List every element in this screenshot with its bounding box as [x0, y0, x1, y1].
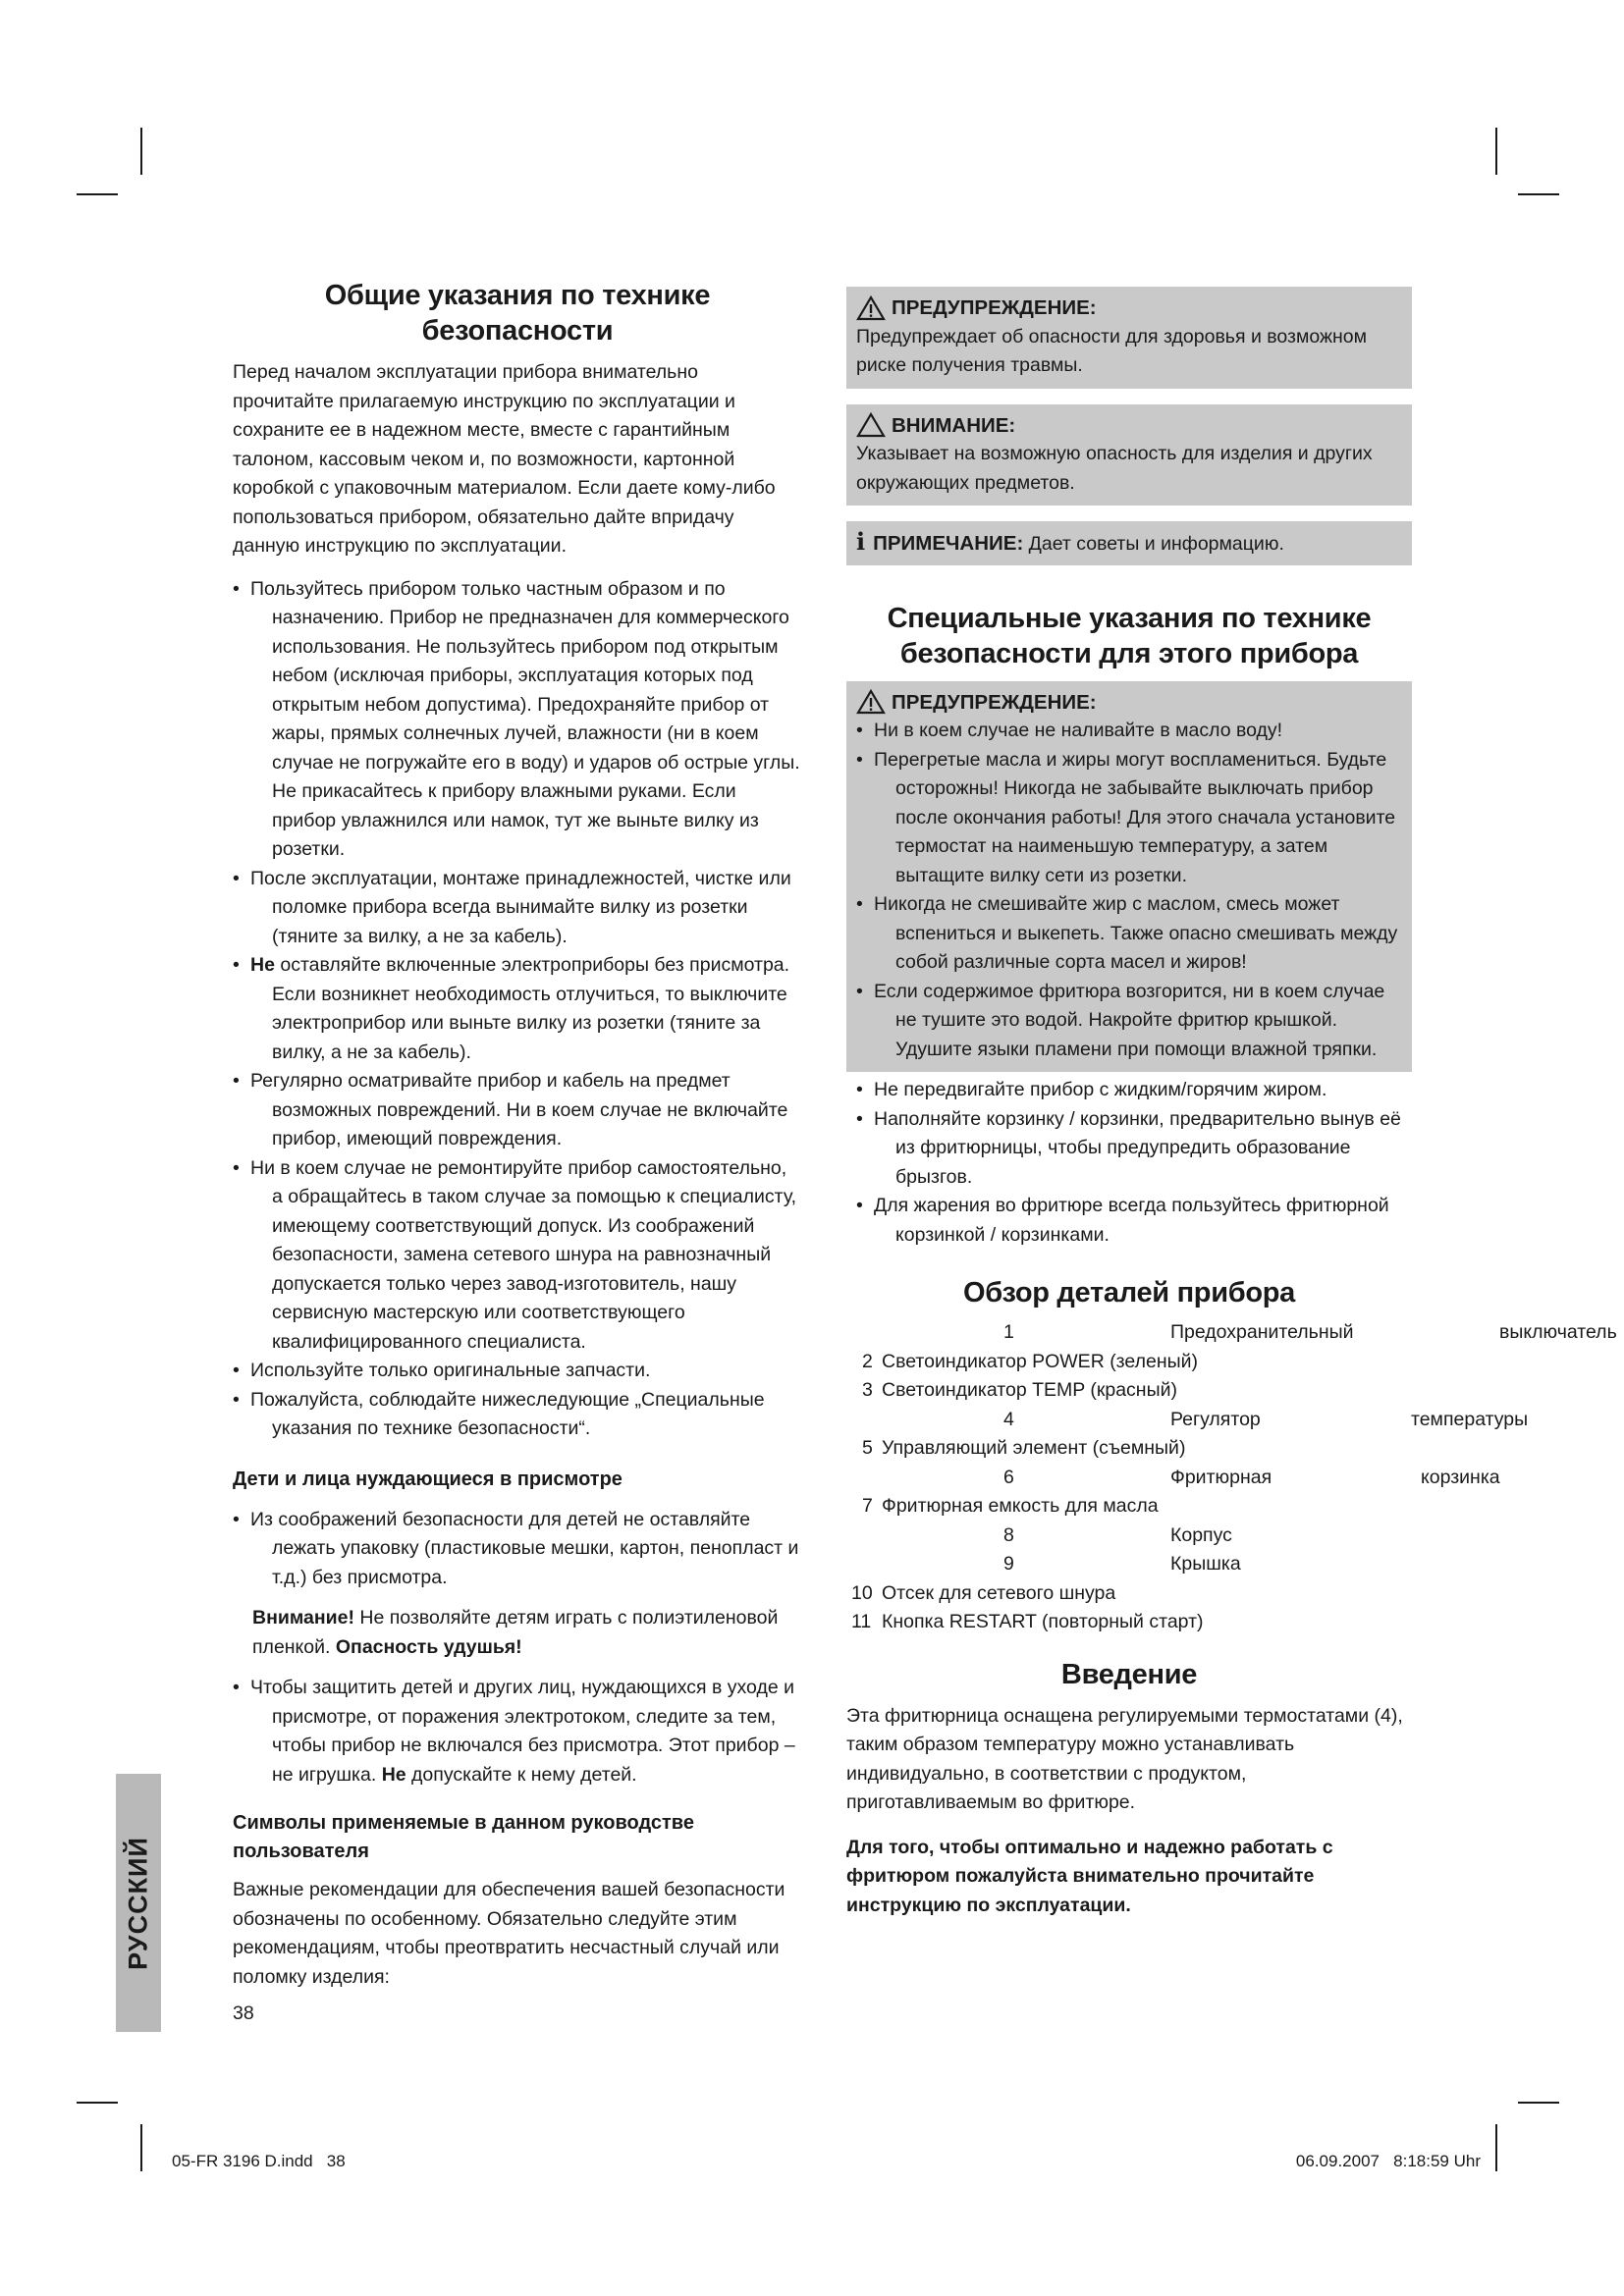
crop-mark: [140, 128, 142, 175]
children-heading: Дети и лица нуждающиеся в присмотре: [233, 1468, 623, 1490]
list-item: • Ни в коем случае не наливайте в масло воду!: [856, 717, 1402, 746]
special-title: [846, 601, 1412, 671]
list-item: • Не передвигайте прибор с жидким/горячим жиром.: [856, 1076, 1412, 1105]
part-name: Корпус: [1170, 1523, 1232, 1546]
caution-box: [846, 404, 1412, 507]
parts-item: [846, 1376, 1412, 1406]
note-box: [846, 521, 1412, 565]
parts-item: [846, 1492, 1412, 1522]
language-tab: [116, 1774, 161, 2032]
part-name: Кнопка RESTART (повторный старт): [882, 1611, 1204, 1632]
part-name: Светоиндикатор POWER (зеленый): [882, 1350, 1198, 1372]
warning-triangle-icon: [856, 295, 886, 321]
part-number: 4: [1003, 1408, 1014, 1430]
left-column: [233, 278, 802, 2029]
list-item: • Из соображений безопасности для детей не оставляйте лежать упаковку (пластиковые мешки, картон, пенопласт и т.д.) без присмотра.: [233, 1506, 802, 1593]
part-number: 2: [862, 1350, 873, 1372]
attention-note: [233, 1604, 802, 1662]
warning-box: [846, 287, 1412, 389]
part-number: 7: [862, 1495, 873, 1517]
part-number: 5: [862, 1437, 873, 1459]
special-warning-list: [856, 717, 1402, 1064]
special-warning-title-row: [856, 688, 1402, 718]
part-name: Регулятор: [1170, 1408, 1261, 1430]
special-warning-box: [846, 681, 1412, 1073]
part-name: Фритюрная емкость для масла: [882, 1495, 1159, 1517]
language-tab-label: РУССКИЙ: [123, 1836, 153, 1970]
crop-mark: [77, 2102, 118, 2104]
crop-mark: [1495, 2124, 1497, 2171]
intro-bold: Для того, чтобы оптимально и надежно работать с фритюром пожалуйста внимательно прочитайте инструкцию по эксплуатации.: [846, 1836, 1333, 1916]
part-number: 6: [1003, 1466, 1014, 1488]
note-text: Дает советы и информацию.: [1023, 533, 1284, 555]
safety-list: [233, 575, 802, 1444]
special-title-line2: безопасности для этого прибора: [899, 637, 1359, 669]
note-title: ПРИМЕЧАНИЕ:: [873, 532, 1024, 555]
crop-mark: [140, 2124, 142, 2171]
page-number: 38: [233, 2002, 254, 2024]
list-item: • Регулярно осматривайте прибор и кабель на предмет возможных повреждений. Ни в коем случае не включайте прибор, имеющий повреждения.: [233, 1067, 802, 1154]
overview-title: Обзор деталей прибора: [962, 1277, 1296, 1308]
part-name-end: температуры: [1411, 1408, 1529, 1430]
crop-mark: [1518, 193, 1559, 195]
symbols-heading: Символы применяемые в данном руководстве пользователя: [233, 1812, 694, 1862]
list-item: • Для жарения во фритюре всегда пользуйтесь фритюрной корзинкой / корзинками.: [856, 1192, 1412, 1250]
attention-bold: Опасность удушья!: [335, 1635, 522, 1658]
crop-mark: [77, 193, 118, 195]
warning-text: Предупреждает об опасности для здоровья и возможном риске получения травмы.: [856, 325, 1368, 376]
list-item: • Используйте только оригинальные запчасти.: [233, 1357, 802, 1386]
list-item-text: Чтобы защитить детей и других лиц, нуждающихся в уходе и присмотре, от поражения электротоком, следите за тем, чтобы прибор не включался без присмотра. Этот прибор – не игрушка.: [250, 1677, 795, 1786]
part-number: 3: [862, 1379, 873, 1401]
part-number: 1: [1003, 1321, 1014, 1343]
list-item: • Ни в коем случае не ремонтируйте прибор самостоятельно, а обращайтесь в таком случае за помощью к специалисту, имеющему соответствующий допуск. Из соображений безопасности, замена сетевого шнура на равнозначный допускается только через завод-изготовитель, нашу сервисную мастерскую или соответствующего квалифицированного специалиста.: [233, 1154, 802, 1358]
crop-mark: [1518, 2102, 1559, 2104]
part-name: Фритюрная: [1170, 1466, 1272, 1488]
special-title-line1: Специальные указания по технике: [887, 602, 1372, 634]
caution-title: ВНИМАНИЕ:: [892, 413, 1016, 437]
footer-date: 06.09.2007 8:18:59 Uhr: [1295, 2152, 1481, 2170]
warning-title-row: [856, 294, 1402, 323]
crop-mark: [1495, 128, 1497, 175]
list-item: • Пользуйтесь прибором только частным образом и по назначению. Прибор не предназначен для коммерческого использования. Не пользуйтесь прибором под открытым небом (исключая приборы, эксплуатация которых под открытым небом допустима). Предохраняйте прибор от жары, прямых солнечных лучей, влажности (ни в коем случае не погружайте его в воду) и ударов об острые углы. Не прикасайтесь к прибору влажными руками. Если прибор увлажнился или намок, тут же выньте вилку из розетки.: [233, 575, 802, 865]
safety-intro: Перед началом эксплуатации прибора внимательно прочитайте прилагаемую инструкцию по эксплуатации и сохраните ее в надежном месте, вместе с гарантийным талоном, кассовым чеком и, по возможности, картонной коробкой с упаковочным материалом. Если даете кому-либо попользоваться прибором, обязательно дайте впридачу данную инструкцию по эксплуатации.: [233, 361, 776, 557]
parts-item: [846, 1550, 1412, 1579]
part-name: Крышка: [1170, 1553, 1241, 1575]
safety-title: Общие указания по технике безопасности: [324, 280, 711, 347]
part-name: Светоиндикатор TEMP (красный): [882, 1379, 1177, 1401]
right-column: [846, 287, 1617, 1920]
part-number: 8: [1003, 1523, 1014, 1546]
list-item: • Наполняйте корзинку / корзинки, предварительно вынув её из фритюрницы, чтобы предупредить образование брызгов.: [856, 1105, 1412, 1193]
parts-item: [846, 1579, 1412, 1609]
footer-file: 05-FR 3196 D.indd 38: [172, 2152, 346, 2170]
list-item: • Никогда не смешивайте жир с маслом, смесь может вспениться и выкепеть. Также опасно смешивать между собой различные сорта масел и жиров!: [856, 890, 1402, 978]
special-warning-title: ПРЕДУПРЕЖДЕНИЕ:: [892, 690, 1097, 714]
list-item: • Пожалуйста, соблюдайте нижеследующие „Специальные указания по технике безопасности“.: [233, 1386, 802, 1444]
parts-item: [846, 1348, 1412, 1377]
part-number: 11: [851, 1611, 872, 1632]
list-item: • Перегретые масла и жиры могут воспламениться. Будьте осторожны! Никогда не забывайте выключать прибор после окончания работы! Для этого сначала установите термостат на наименьшую температуру, а затем вытащите вилку сети из розетки.: [856, 746, 1402, 891]
bold-text: Не: [250, 954, 275, 976]
parts-list: [846, 1318, 1617, 1637]
part-name: Отсек для сетевого шнура: [882, 1581, 1116, 1604]
intro-text: Эта фритюрница оснащена регулируемыми термостатами (4), таким образом температуру можно устанавливать индивидуально, в соответствии с продуктом, приготавливаемым во фритюре.: [846, 1704, 1403, 1813]
part-name-end: выключатель: [1499, 1321, 1617, 1343]
list-item: [233, 1674, 802, 1789]
info-icon: i: [856, 527, 866, 556]
attention-text: Не позволяйте детям играть с полиэтиленовой пленкой.: [252, 1607, 779, 1658]
list-item: • Если содержимое фритюра возгорится, ни в коем случае не тушите это водой. Накройте фритюр крышкой. Удушите языки пламени при помощи влажной тряпки.: [856, 978, 1402, 1065]
caution-text: Указывает на возможную опасность для изделия и других окружающих предметов.: [856, 443, 1373, 494]
symbols-text: Важные рекомендации для обеспечения вашей безопасности обозначены по особенному. Обязательно следуйте этим рекомендациям, чтобы преотвратить несчастный случай или поломку изделия:: [233, 1879, 785, 1988]
parts-item: [846, 1434, 1412, 1464]
list-item-text: оставляйте включенные электроприборы без присмотра. Если возникнет необходимость отлучиться, то выключите электроприбор или выньте вилку из розетки (тяните за вилку, а не за кабель).: [272, 954, 790, 1063]
warning-triangle-icon: [856, 689, 886, 715]
parts-item: [846, 1318, 1617, 1348]
special-list: [846, 1076, 1412, 1250]
warning-title: ПРЕДУПРЕЖДЕНИЕ:: [892, 296, 1097, 319]
part-name: Предохранительный: [1170, 1321, 1354, 1343]
caution-triangle-icon: [856, 412, 886, 438]
children-list: [233, 1506, 802, 1593]
intro-title: Введение: [1060, 1658, 1198, 1690]
parts-item: [846, 1522, 1412, 1551]
part-number: 9: [1003, 1553, 1014, 1575]
list-item-text: допускайте к нему детей.: [406, 1763, 637, 1786]
children-list-2: [233, 1674, 802, 1789]
attention-label: Внимание!: [252, 1607, 354, 1629]
caution-title-row: [856, 411, 1402, 441]
part-number: 10: [851, 1581, 873, 1604]
parts-item: [846, 1608, 1412, 1637]
part-name: Управляющий элемент (съемный): [882, 1437, 1186, 1459]
parts-item: [846, 1464, 1500, 1493]
list-item: [233, 951, 802, 1067]
bold-text: Не: [381, 1763, 406, 1786]
part-name-end: корзинка: [1421, 1466, 1500, 1488]
parts-item: [846, 1406, 1529, 1435]
list-item: • После эксплуатации, монтаже принадлежностей, чистке или поломке прибора всегда вынимайте вилку из розетки (тяните за вилку, а не за кабель).: [233, 865, 802, 952]
